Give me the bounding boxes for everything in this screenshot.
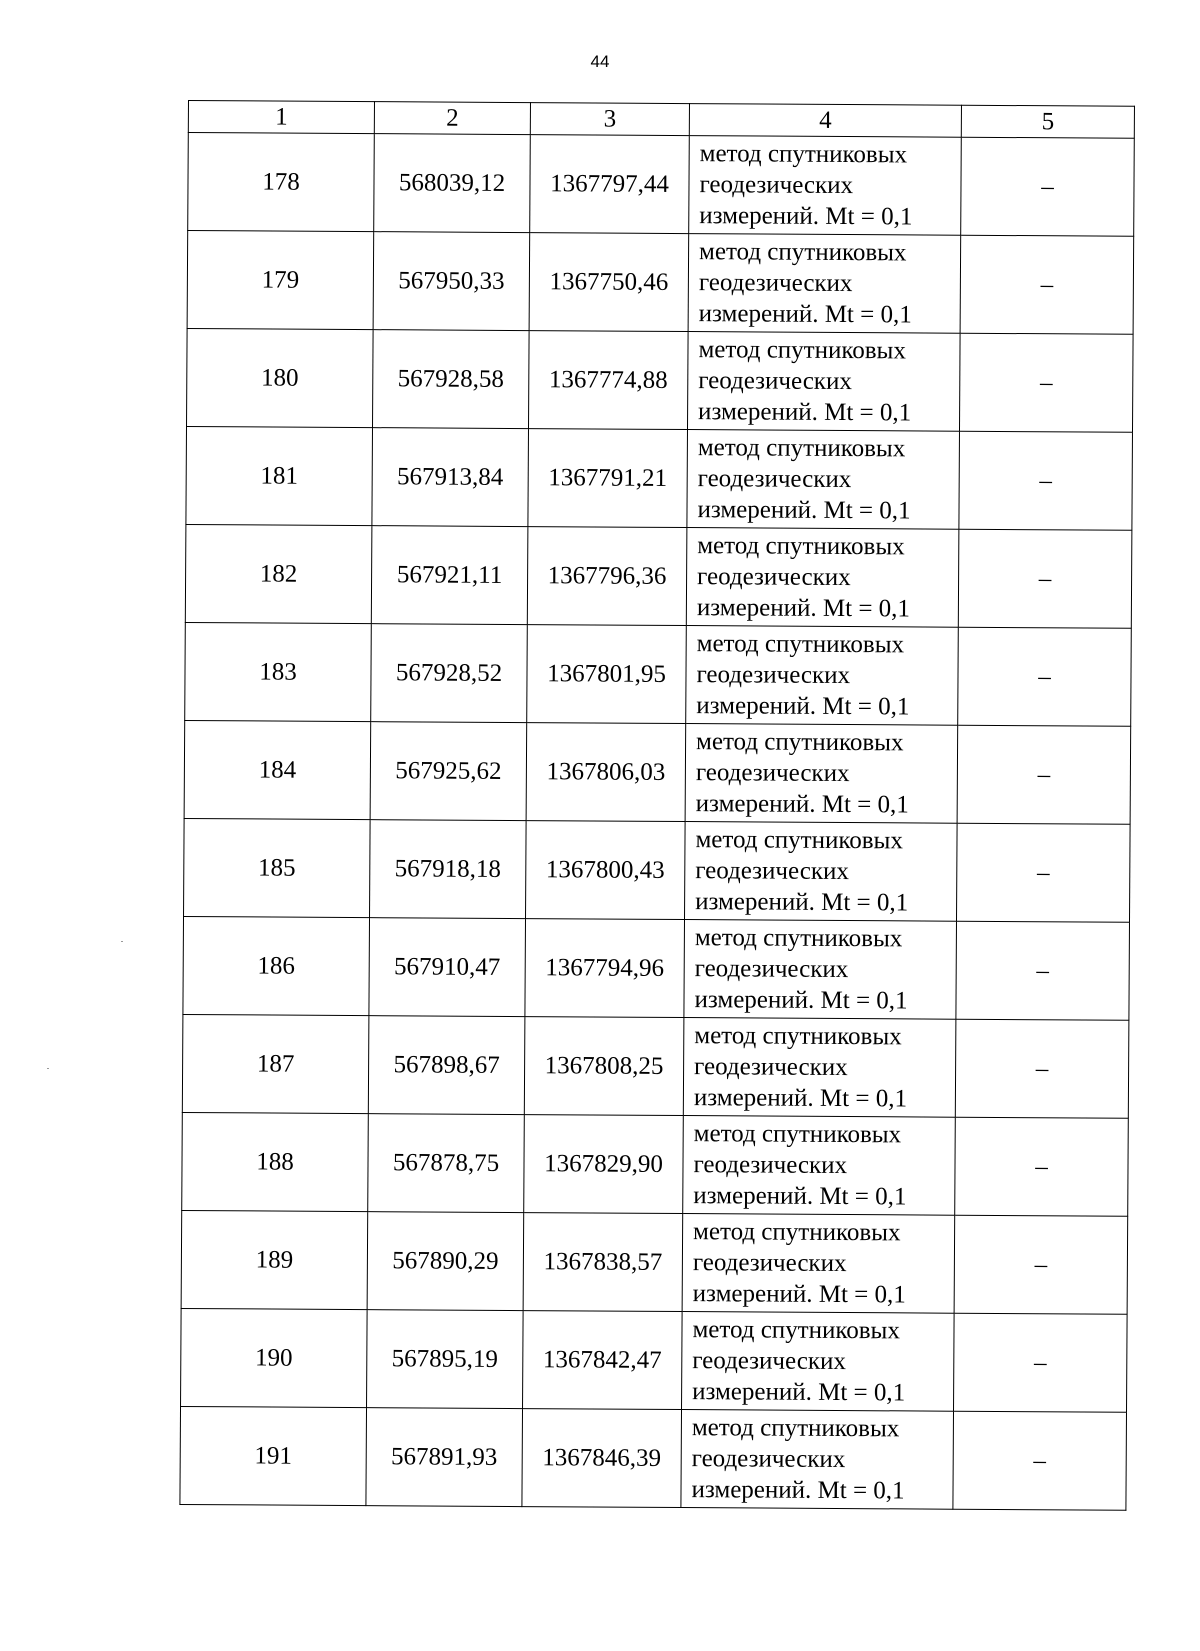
point-number-cell: 185: [184, 818, 371, 917]
method-cell: [686, 528, 959, 628]
method-line: метод спутниковых: [696, 728, 904, 757]
column-header: 1: [188, 101, 374, 134]
x-coordinate-cell: 567928,52: [371, 624, 528, 723]
method-line: геодезических: [692, 1249, 847, 1278]
table-body: [180, 133, 1134, 1511]
table-row: [185, 524, 1132, 628]
method-line: метод спутниковых: [697, 434, 906, 463]
column-header: 2: [374, 102, 530, 135]
y-coordinate-cell: 1367829,90: [524, 1115, 684, 1214]
scan-speck: [47, 1068, 49, 1069]
x-coordinate-cell: 568039,12: [374, 134, 531, 233]
point-number-cell: 178: [188, 133, 375, 232]
method-cell: [685, 822, 958, 922]
point-number-cell: 179: [187, 231, 374, 330]
note-cell: –: [960, 235, 1134, 334]
method-line: измерений. Mt = 0,1: [698, 398, 912, 427]
point-number-cell: 181: [186, 426, 373, 525]
method-line: метод спутниковых: [693, 1120, 902, 1149]
point-number-cell: 180: [187, 328, 374, 427]
method-line: геодезических: [694, 1053, 848, 1082]
table-row: [181, 1210, 1128, 1314]
table-row: [187, 231, 1134, 335]
table-row: [182, 1014, 1129, 1118]
method-line: геодезических: [698, 367, 852, 396]
method-line: метод спутниковых: [693, 1218, 901, 1247]
method-cell: [686, 626, 959, 726]
method-line: измерений. Mt = 0,1: [693, 1182, 907, 1211]
method-line: метод спутниковых: [696, 630, 905, 659]
method-line: геодезических: [696, 661, 851, 690]
method-line: геодезических: [697, 563, 851, 592]
scan-speck: [121, 941, 123, 942]
table-row: [184, 720, 1131, 824]
note-cell: –: [961, 137, 1135, 236]
method-line: метод спутниковых: [695, 826, 903, 855]
note-cell: –: [953, 1411, 1127, 1510]
y-coordinate-cell: 1367801,95: [527, 625, 687, 724]
note-cell: –: [956, 823, 1130, 922]
column-header: 3: [530, 103, 689, 136]
method-cell: [682, 1214, 955, 1314]
method-line: геодезических: [697, 465, 852, 494]
table-row: [187, 328, 1134, 432]
x-coordinate-cell: 567878,75: [368, 1114, 525, 1213]
method-cell: [688, 234, 961, 334]
x-coordinate-cell: 567925,62: [370, 722, 527, 821]
table-row: [183, 916, 1130, 1020]
method-line: измерений. Mt = 0,1: [692, 1280, 906, 1309]
y-coordinate-cell: 1367808,25: [524, 1017, 684, 1116]
note-cell: –: [956, 921, 1130, 1020]
y-coordinate-cell: 1367791,21: [528, 429, 688, 528]
point-number-cell: 186: [183, 916, 370, 1015]
method-line: измерений. Mt = 0,1: [691, 1476, 905, 1505]
x-coordinate-cell: 567918,18: [370, 820, 527, 919]
point-number-cell: 183: [185, 622, 372, 721]
method-line: измерений. Mt = 0,1: [692, 1378, 906, 1407]
point-number-cell: 191: [180, 1406, 367, 1505]
x-coordinate-cell: 567913,84: [372, 428, 529, 527]
x-coordinate-cell: 567895,19: [367, 1310, 524, 1409]
table-row: [186, 426, 1133, 530]
method-line: измерений. Mt = 0,1: [695, 888, 909, 917]
point-number-cell: 187: [182, 1014, 369, 1113]
y-coordinate-cell: 1367794,96: [525, 919, 685, 1018]
method-line: метод спутниковых: [691, 1414, 900, 1443]
note-cell: –: [955, 1117, 1129, 1216]
point-number-cell: 182: [185, 524, 372, 623]
method-line: геодезических: [698, 269, 853, 298]
page-number: 44: [590, 52, 610, 71]
method-line: метод спутниковых: [699, 238, 907, 267]
table-row: [182, 1112, 1129, 1216]
note-cell: –: [954, 1313, 1128, 1412]
y-coordinate-cell: 1367838,57: [523, 1213, 683, 1312]
method-line: геодезических: [699, 171, 854, 200]
note-cell: –: [955, 1019, 1129, 1118]
column-header: 4: [689, 104, 961, 138]
table-row: [181, 1308, 1128, 1412]
y-coordinate-cell: 1367750,46: [529, 233, 689, 332]
y-coordinate-cell: 1367796,36: [527, 527, 687, 626]
x-coordinate-cell: 567890,29: [367, 1212, 524, 1311]
point-number-cell: 188: [182, 1112, 369, 1211]
note-cell: –: [958, 529, 1132, 628]
note-cell: –: [958, 627, 1132, 726]
method-line: измерений. Mt = 0,1: [695, 790, 909, 819]
table-row: [180, 1406, 1127, 1510]
method-line: метод спутниковых: [698, 336, 906, 365]
method-line: измерений. Mt = 0,1: [699, 202, 913, 231]
note-cell: –: [954, 1215, 1128, 1314]
coordinates-table: [179, 100, 1135, 1511]
x-coordinate-cell: 567928,58: [373, 330, 530, 429]
method-cell: [685, 724, 958, 824]
method-line: измерений. Mt = 0,1: [696, 594, 911, 623]
method-line: измерений. Mt = 0,1: [698, 300, 912, 329]
x-coordinate-cell: 567891,93: [366, 1408, 523, 1507]
table-row: [185, 622, 1132, 726]
method-line: метод спутниковых: [694, 1022, 902, 1051]
note-cell: –: [959, 333, 1133, 432]
method-line: геодезических: [695, 759, 850, 788]
method-cell: [684, 920, 957, 1020]
method-line: геодезических: [692, 1347, 846, 1376]
method-cell: [687, 430, 960, 530]
method-cell: [681, 1410, 954, 1510]
method-cell: [682, 1312, 955, 1412]
column-header: 5: [961, 105, 1134, 138]
point-number-cell: 189: [181, 1210, 368, 1309]
y-coordinate-cell: 1367774,88: [528, 331, 688, 430]
point-number-cell: 184: [184, 720, 371, 819]
x-coordinate-cell: 567921,11: [371, 526, 528, 625]
x-coordinate-cell: 567898,67: [368, 1016, 525, 1115]
y-coordinate-cell: 1367842,47: [523, 1311, 683, 1410]
method-line: геодезических: [693, 1151, 848, 1180]
method-line: геодезических: [691, 1445, 846, 1474]
method-line: геодезических: [694, 955, 849, 984]
method-line: метод спутниковых: [692, 1316, 900, 1345]
method-line: измерений. Mt = 0,1: [697, 496, 911, 525]
method-cell: [683, 1116, 956, 1216]
point-number-cell: 190: [181, 1308, 368, 1407]
note-cell: –: [959, 431, 1133, 530]
table-row: [188, 133, 1135, 237]
y-coordinate-cell: 1367800,43: [526, 821, 686, 920]
method-cell: [683, 1018, 956, 1118]
note-cell: –: [957, 725, 1131, 824]
method-line: метод спутниковых: [697, 532, 905, 561]
method-line: измерений. Mt = 0,1: [693, 1084, 908, 1113]
x-coordinate-cell: 567950,33: [373, 232, 530, 331]
method-line: геодезических: [695, 857, 849, 886]
method-line: измерений. Mt = 0,1: [694, 986, 908, 1015]
y-coordinate-cell: 1367797,44: [530, 135, 690, 234]
method-cell: [687, 332, 960, 432]
y-coordinate-cell: 1367846,39: [522, 1409, 682, 1508]
x-coordinate-cell: 567910,47: [369, 918, 526, 1017]
method-line: метод спутниковых: [694, 924, 903, 953]
y-coordinate-cell: 1367806,03: [526, 723, 686, 822]
table-row: [184, 818, 1131, 922]
method-cell: [689, 136, 962, 236]
method-line: метод спутниковых: [699, 140, 908, 169]
method-line: измерений. Mt = 0,1: [696, 692, 910, 721]
